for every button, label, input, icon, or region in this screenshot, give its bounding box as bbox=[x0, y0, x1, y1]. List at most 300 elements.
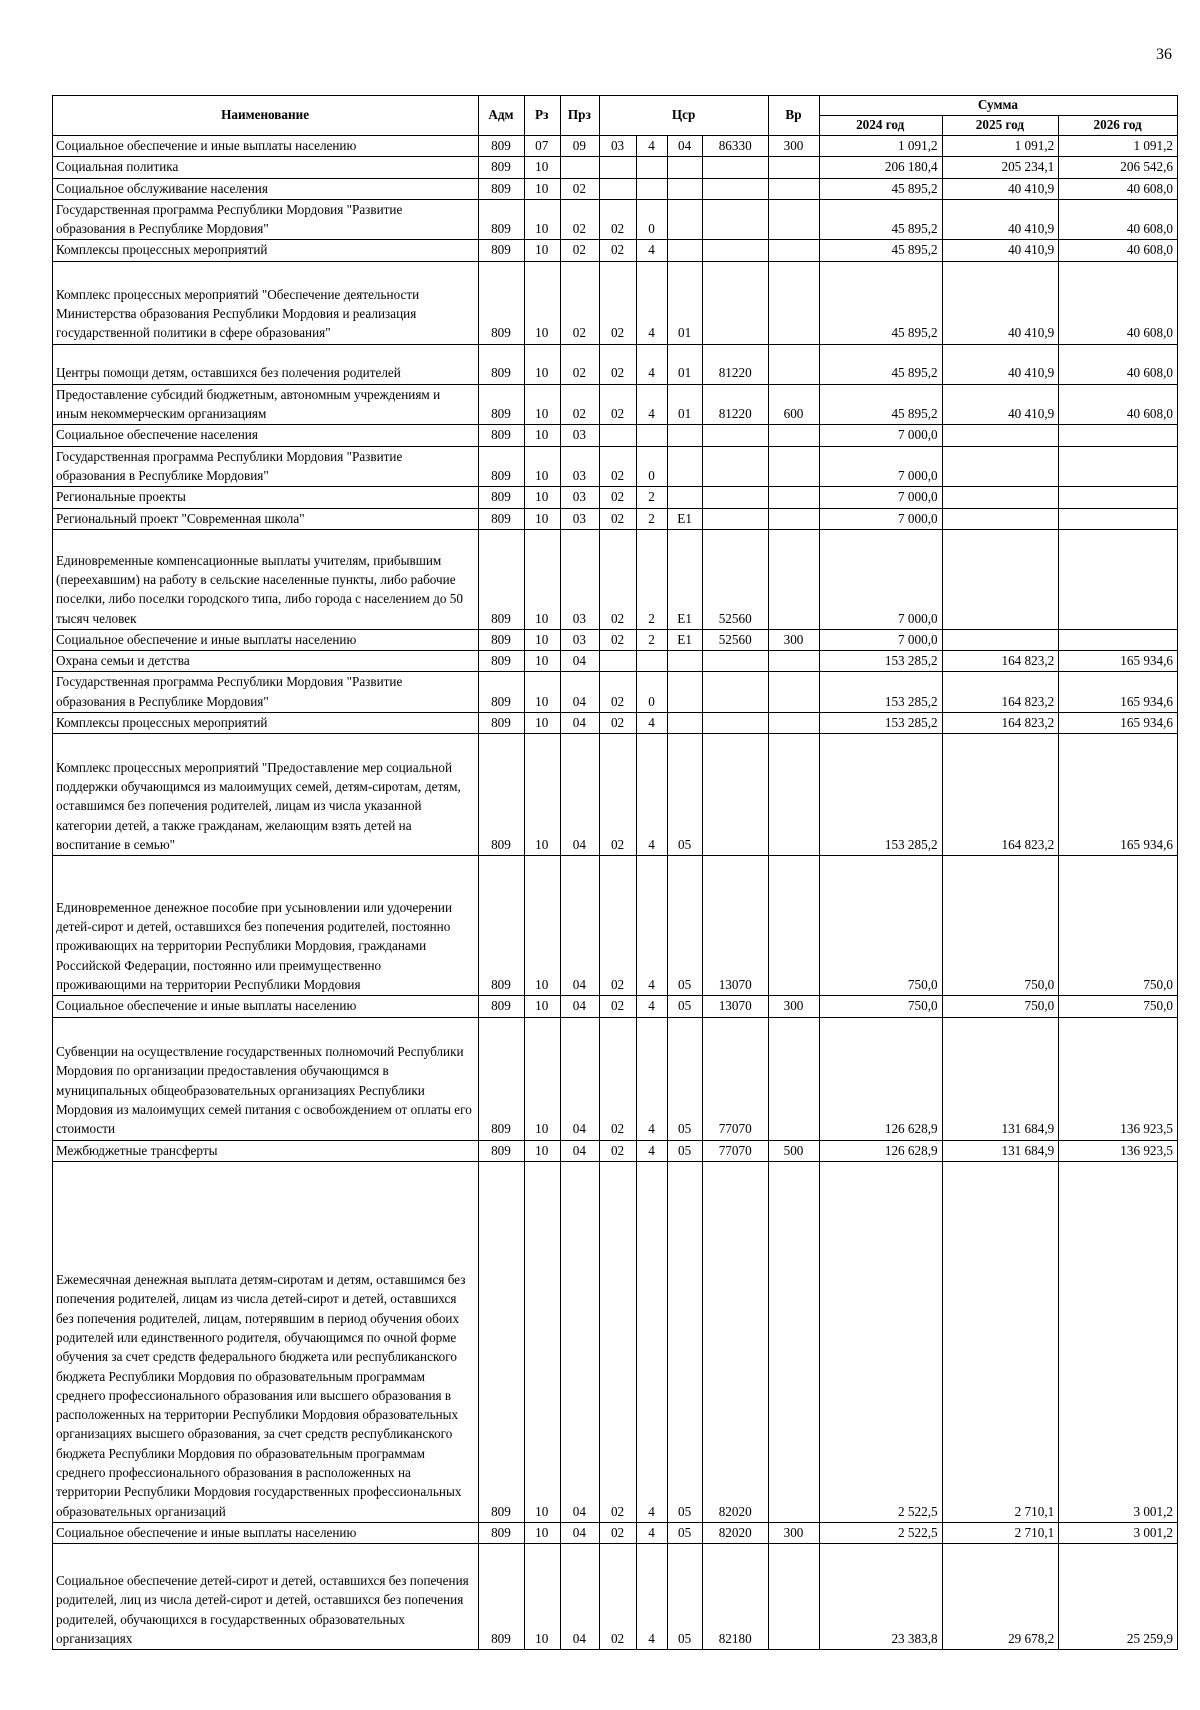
cell-name: Социальное обеспечение детей-сирот и детей, оставшихся без попечения родителей, лиц из числа детей-сирот и детей, оставшихся без попечения родителей, обучающихся в государственных образовательных организациях bbox=[53, 1544, 479, 1650]
cell-name: Социальное обслуживание населения bbox=[53, 178, 479, 199]
cell-prz: 03 bbox=[560, 529, 599, 629]
cell-rz: 10 bbox=[524, 629, 560, 650]
cell-csr-program: 02 bbox=[599, 199, 636, 240]
cell-csr-type: 2 bbox=[637, 529, 668, 629]
cell-name: Комплексы процессных мероприятий bbox=[53, 240, 479, 261]
cell-rz: 10 bbox=[524, 157, 560, 178]
cell-sum-2024: 45 895,2 bbox=[819, 240, 942, 261]
cell-sum-2024: 45 895,2 bbox=[819, 261, 942, 344]
cell-csr-type: 4 bbox=[637, 136, 668, 157]
cell-csr-program: 02 bbox=[599, 240, 636, 261]
cell-csr-program: 02 bbox=[599, 384, 636, 425]
cell-adm: 809 bbox=[479, 1140, 524, 1161]
cell-sum-2025: 164 823,2 bbox=[942, 672, 1059, 713]
cell-csr-type: 4 bbox=[637, 384, 668, 425]
cell-prz: 04 bbox=[560, 1140, 599, 1161]
cell-rz: 07 bbox=[524, 136, 560, 157]
table-row bbox=[53, 240, 1178, 261]
header-vr: Вр bbox=[769, 96, 820, 136]
cell-csr-direction: 82180 bbox=[703, 1544, 769, 1650]
cell-vr bbox=[769, 856, 820, 996]
cell-csr-group bbox=[668, 157, 703, 178]
cell-sum-2025: 40 410,9 bbox=[942, 199, 1059, 240]
header-csr: Цср bbox=[599, 96, 768, 136]
table-row bbox=[53, 446, 1178, 487]
cell-csr-group: 05 bbox=[668, 856, 703, 996]
cell-adm: 809 bbox=[479, 996, 524, 1017]
cell-rz: 10 bbox=[524, 1017, 560, 1140]
cell-name: Единовременные компенсационные выплаты учителям, прибывшим (переехавшим) на работу в сельские населенные пункты, либо рабочие поселки, либо поселки городского типа, либо города с населением до 50 тысяч человек bbox=[53, 529, 479, 629]
table-row bbox=[53, 1544, 1178, 1650]
cell-sum-2026: 1 091,2 bbox=[1059, 136, 1178, 157]
cell-sum-2024: 45 895,2 bbox=[819, 384, 942, 425]
cell-csr-program: 02 bbox=[599, 734, 636, 856]
cell-vr bbox=[769, 1017, 820, 1140]
cell-csr-group: 05 bbox=[668, 996, 703, 1017]
cell-sum-2025: 2 710,1 bbox=[942, 1161, 1059, 1522]
cell-prz bbox=[560, 157, 599, 178]
cell-adm: 809 bbox=[479, 487, 524, 508]
cell-rz: 10 bbox=[524, 1522, 560, 1543]
cell-csr-group: 05 bbox=[668, 1017, 703, 1140]
cell-csr-program bbox=[599, 157, 636, 178]
cell-sum-2025: 40 410,9 bbox=[942, 178, 1059, 199]
cell-csr-direction: 52560 bbox=[703, 529, 769, 629]
cell-prz: 03 bbox=[560, 487, 599, 508]
table-row bbox=[53, 856, 1178, 996]
cell-sum-2026: 750,0 bbox=[1059, 996, 1178, 1017]
cell-csr-direction bbox=[703, 508, 769, 529]
cell-prz: 03 bbox=[560, 508, 599, 529]
cell-adm: 809 bbox=[479, 672, 524, 713]
cell-name: Социальное обеспечение и иные выплаты населению bbox=[53, 996, 479, 1017]
cell-name: Комплекс процессных мероприятий "Обеспечение деятельности Министерства образования Республики Мордовия и реализация государственной политики в сфере образования" bbox=[53, 261, 479, 344]
cell-vr bbox=[769, 425, 820, 446]
cell-sum-2025: 164 823,2 bbox=[942, 734, 1059, 856]
cell-csr-program: 02 bbox=[599, 713, 636, 734]
cell-prz: 04 bbox=[560, 713, 599, 734]
cell-sum-2026 bbox=[1059, 425, 1178, 446]
table-body bbox=[53, 136, 1178, 1650]
cell-sum-2025: 164 823,2 bbox=[942, 713, 1059, 734]
table-row bbox=[53, 713, 1178, 734]
cell-sum-2026: 750,0 bbox=[1059, 856, 1178, 996]
table-row bbox=[53, 178, 1178, 199]
cell-rz: 10 bbox=[524, 199, 560, 240]
cell-sum-2026: 3 001,2 bbox=[1059, 1522, 1178, 1543]
cell-adm: 809 bbox=[479, 529, 524, 629]
cell-adm: 809 bbox=[479, 178, 524, 199]
cell-vr bbox=[769, 529, 820, 629]
cell-csr-program: 02 bbox=[599, 1140, 636, 1161]
cell-sum-2026: 206 542,6 bbox=[1059, 157, 1178, 178]
cell-name: Единовременное денежное пособие при усыновлении или удочерении детей-сирот и детей, оставшихся без попечения родителей, постоянно проживающих на территории Республики Мордовия, гражданами Российской Федерации, постоянно или преимущественно проживающими на территории Республики Мордовия bbox=[53, 856, 479, 996]
table-row bbox=[53, 734, 1178, 856]
cell-csr-program bbox=[599, 178, 636, 199]
cell-csr-program: 02 bbox=[599, 344, 636, 384]
page-number: 36 bbox=[1156, 46, 1172, 63]
cell-vr bbox=[769, 344, 820, 384]
cell-vr bbox=[769, 199, 820, 240]
cell-csr-direction bbox=[703, 487, 769, 508]
cell-csr-direction bbox=[703, 157, 769, 178]
cell-prz: 02 bbox=[560, 240, 599, 261]
cell-sum-2025: 131 684,9 bbox=[942, 1140, 1059, 1161]
cell-vr: 300 bbox=[769, 136, 820, 157]
cell-csr-program: 02 bbox=[599, 996, 636, 1017]
cell-csr-program: 02 bbox=[599, 1544, 636, 1650]
cell-sum-2024: 7 000,0 bbox=[819, 529, 942, 629]
cell-csr-group: 05 bbox=[668, 1544, 703, 1650]
cell-prz: 02 bbox=[560, 199, 599, 240]
cell-sum-2025: 40 410,9 bbox=[942, 384, 1059, 425]
cell-adm: 809 bbox=[479, 629, 524, 650]
cell-rz: 10 bbox=[524, 384, 560, 425]
header-prz: Прз bbox=[560, 96, 599, 136]
cell-vr: 300 bbox=[769, 629, 820, 650]
cell-prz: 02 bbox=[560, 261, 599, 344]
cell-adm: 809 bbox=[479, 856, 524, 996]
cell-csr-direction: 81220 bbox=[703, 344, 769, 384]
cell-sum-2024: 7 000,0 bbox=[819, 508, 942, 529]
cell-sum-2025: 40 410,9 bbox=[942, 261, 1059, 344]
cell-sum-2026: 165 934,6 bbox=[1059, 651, 1178, 672]
cell-csr-group: E1 bbox=[668, 529, 703, 629]
cell-csr-program bbox=[599, 425, 636, 446]
cell-csr-direction: 81220 bbox=[703, 384, 769, 425]
table-row bbox=[53, 1017, 1178, 1140]
header-adm: Адм bbox=[479, 96, 524, 136]
cell-csr-direction: 86330 bbox=[703, 136, 769, 157]
cell-sum-2026: 40 608,0 bbox=[1059, 199, 1178, 240]
cell-sum-2025 bbox=[942, 446, 1059, 487]
cell-rz: 10 bbox=[524, 508, 560, 529]
cell-sum-2026: 40 608,0 bbox=[1059, 261, 1178, 344]
cell-sum-2025: 40 410,9 bbox=[942, 344, 1059, 384]
cell-name: Комплекс процессных мероприятий "Предоставление мер социальной поддержки обучающимся из малоимущих семей, детям-сиротам, детям, оставшимся без попечения родителей, лицам из числа указанной категории детей, а также гражданам, желающим взять детей на воспитание в семью" bbox=[53, 734, 479, 856]
cell-rz: 10 bbox=[524, 344, 560, 384]
cell-csr-direction: 77070 bbox=[703, 1140, 769, 1161]
cell-adm: 809 bbox=[479, 651, 524, 672]
cell-prz: 04 bbox=[560, 856, 599, 996]
cell-prz: 04 bbox=[560, 734, 599, 856]
cell-sum-2024: 7 000,0 bbox=[819, 629, 942, 650]
header-rz: Рз bbox=[524, 96, 560, 136]
cell-csr-type: 0 bbox=[637, 199, 668, 240]
cell-csr-direction: 13070 bbox=[703, 856, 769, 996]
cell-csr-type: 4 bbox=[637, 1522, 668, 1543]
cell-vr bbox=[769, 651, 820, 672]
table-row bbox=[53, 1140, 1178, 1161]
cell-sum-2024: 750,0 bbox=[819, 996, 942, 1017]
cell-prz: 03 bbox=[560, 446, 599, 487]
cell-sum-2025 bbox=[942, 487, 1059, 508]
table-row bbox=[53, 529, 1178, 629]
cell-csr-group: E1 bbox=[668, 629, 703, 650]
cell-sum-2025: 40 410,9 bbox=[942, 240, 1059, 261]
header-sum: Сумма bbox=[819, 96, 1177, 116]
cell-csr-type: 4 bbox=[637, 1544, 668, 1650]
cell-sum-2025: 1 091,2 bbox=[942, 136, 1059, 157]
table-row bbox=[53, 425, 1178, 446]
cell-sum-2026: 40 608,0 bbox=[1059, 344, 1178, 384]
cell-name: Предоставление субсидий бюджетным, автономным учреждениям и иным некоммерческим организациям bbox=[53, 384, 479, 425]
cell-prz: 04 bbox=[560, 1017, 599, 1140]
cell-csr-type: 4 bbox=[637, 996, 668, 1017]
cell-csr-program: 02 bbox=[599, 261, 636, 344]
cell-csr-type bbox=[637, 157, 668, 178]
cell-sum-2026: 40 608,0 bbox=[1059, 178, 1178, 199]
cell-rz: 10 bbox=[524, 996, 560, 1017]
cell-csr-group bbox=[668, 178, 703, 199]
cell-csr-group bbox=[668, 446, 703, 487]
cell-csr-type: 2 bbox=[637, 508, 668, 529]
cell-sum-2026: 25 259,9 bbox=[1059, 1544, 1178, 1650]
cell-sum-2024: 153 285,2 bbox=[819, 672, 942, 713]
cell-csr-type bbox=[637, 425, 668, 446]
cell-csr-program: 03 bbox=[599, 136, 636, 157]
cell-rz: 10 bbox=[524, 672, 560, 713]
cell-prz: 03 bbox=[560, 425, 599, 446]
cell-sum-2024: 1 091,2 bbox=[819, 136, 942, 157]
header-year-2024: 2024 год bbox=[819, 116, 942, 136]
cell-csr-direction bbox=[703, 713, 769, 734]
cell-vr bbox=[769, 446, 820, 487]
cell-csr-program: 02 bbox=[599, 508, 636, 529]
cell-csr-group: 05 bbox=[668, 1140, 703, 1161]
cell-csr-group bbox=[668, 713, 703, 734]
cell-sum-2025 bbox=[942, 508, 1059, 529]
table-row bbox=[53, 261, 1178, 344]
table-row bbox=[53, 672, 1178, 713]
cell-csr-type: 0 bbox=[637, 672, 668, 713]
cell-sum-2025: 29 678,2 bbox=[942, 1544, 1059, 1650]
table-row bbox=[53, 384, 1178, 425]
cell-name: Социальное обеспечение и иные выплаты населению bbox=[53, 1522, 479, 1543]
cell-csr-program bbox=[599, 651, 636, 672]
cell-prz: 04 bbox=[560, 672, 599, 713]
cell-sum-2025: 205 234,1 bbox=[942, 157, 1059, 178]
cell-csr-direction bbox=[703, 199, 769, 240]
cell-vr bbox=[769, 157, 820, 178]
budget-table bbox=[52, 95, 1178, 1650]
cell-vr bbox=[769, 261, 820, 344]
cell-rz: 10 bbox=[524, 178, 560, 199]
cell-sum-2025: 2 710,1 bbox=[942, 1522, 1059, 1543]
cell-sum-2025: 131 684,9 bbox=[942, 1017, 1059, 1140]
cell-sum-2026 bbox=[1059, 487, 1178, 508]
cell-name: Социальное обеспечение населения bbox=[53, 425, 479, 446]
cell-vr: 600 bbox=[769, 384, 820, 425]
cell-rz: 10 bbox=[524, 1140, 560, 1161]
cell-csr-group bbox=[668, 487, 703, 508]
table-row bbox=[53, 1161, 1178, 1522]
cell-csr-group: 05 bbox=[668, 1522, 703, 1543]
cell-rz: 10 bbox=[524, 651, 560, 672]
cell-csr-group: 05 bbox=[668, 734, 703, 856]
table-row bbox=[53, 508, 1178, 529]
cell-vr: 300 bbox=[769, 996, 820, 1017]
cell-rz: 10 bbox=[524, 487, 560, 508]
cell-csr-direction bbox=[703, 734, 769, 856]
cell-rz: 10 bbox=[524, 713, 560, 734]
cell-name: Региональный проект "Современная школа" bbox=[53, 508, 479, 529]
cell-name: Центры помощи детям, оставшихся без полечения родителей bbox=[53, 344, 479, 384]
cell-sum-2025: 164 823,2 bbox=[942, 651, 1059, 672]
cell-csr-program: 02 bbox=[599, 856, 636, 996]
cell-adm: 809 bbox=[479, 240, 524, 261]
cell-csr-direction: 52560 bbox=[703, 629, 769, 650]
cell-csr-type: 2 bbox=[637, 487, 668, 508]
cell-prz: 04 bbox=[560, 1161, 599, 1522]
cell-rz: 10 bbox=[524, 734, 560, 856]
cell-csr-program: 02 bbox=[599, 1522, 636, 1543]
cell-sum-2024: 153 285,2 bbox=[819, 651, 942, 672]
cell-sum-2024: 2 522,5 bbox=[819, 1161, 942, 1522]
cell-sum-2024: 45 895,2 bbox=[819, 178, 942, 199]
cell-csr-type bbox=[637, 651, 668, 672]
cell-csr-group: 01 bbox=[668, 344, 703, 384]
header-name: Наименование bbox=[53, 96, 479, 136]
cell-prz: 02 bbox=[560, 344, 599, 384]
cell-rz: 10 bbox=[524, 261, 560, 344]
cell-csr-group: 05 bbox=[668, 1161, 703, 1522]
cell-prz: 04 bbox=[560, 1544, 599, 1650]
cell-prz: 04 bbox=[560, 996, 599, 1017]
cell-csr-program: 02 bbox=[599, 1161, 636, 1522]
cell-adm: 809 bbox=[479, 136, 524, 157]
cell-csr-direction: 77070 bbox=[703, 1017, 769, 1140]
cell-sum-2024: 7 000,0 bbox=[819, 425, 942, 446]
cell-csr-direction bbox=[703, 178, 769, 199]
cell-name: Государственная программа Республики Мордовия "Развитие образования в Республике Мордовия" bbox=[53, 199, 479, 240]
cell-name: Социальное обеспечение и иные выплаты населению bbox=[53, 629, 479, 650]
cell-csr-group bbox=[668, 199, 703, 240]
table-row bbox=[53, 344, 1178, 384]
cell-name: Комплексы процессных мероприятий bbox=[53, 713, 479, 734]
cell-csr-program: 02 bbox=[599, 629, 636, 650]
table-row bbox=[53, 157, 1178, 178]
cell-csr-type: 4 bbox=[637, 1017, 668, 1140]
cell-csr-type: 4 bbox=[637, 344, 668, 384]
cell-csr-program: 02 bbox=[599, 1017, 636, 1140]
cell-vr bbox=[769, 240, 820, 261]
cell-vr bbox=[769, 178, 820, 199]
cell-sum-2024: 750,0 bbox=[819, 856, 942, 996]
cell-sum-2025 bbox=[942, 425, 1059, 446]
cell-csr-type: 4 bbox=[637, 1140, 668, 1161]
cell-adm: 809 bbox=[479, 384, 524, 425]
cell-sum-2024: 153 285,2 bbox=[819, 734, 942, 856]
cell-sum-2024: 45 895,2 bbox=[819, 344, 942, 384]
cell-vr bbox=[769, 487, 820, 508]
cell-csr-type: 0 bbox=[637, 446, 668, 487]
cell-csr-program: 02 bbox=[599, 529, 636, 629]
cell-sum-2026: 40 608,0 bbox=[1059, 240, 1178, 261]
cell-csr-direction bbox=[703, 446, 769, 487]
cell-csr-group: 01 bbox=[668, 261, 703, 344]
table-row bbox=[53, 996, 1178, 1017]
cell-csr-program: 02 bbox=[599, 672, 636, 713]
cell-sum-2026: 165 934,6 bbox=[1059, 713, 1178, 734]
cell-name: Региональные проекты bbox=[53, 487, 479, 508]
cell-csr-direction: 82020 bbox=[703, 1522, 769, 1543]
cell-sum-2024: 126 628,9 bbox=[819, 1140, 942, 1161]
table-row bbox=[53, 136, 1178, 157]
cell-csr-group bbox=[668, 240, 703, 261]
cell-name: Государственная программа Республики Мордовия "Развитие образования в Республике Мордовия" bbox=[53, 672, 479, 713]
cell-prz: 04 bbox=[560, 1522, 599, 1543]
cell-sum-2025 bbox=[942, 529, 1059, 629]
cell-vr bbox=[769, 713, 820, 734]
cell-sum-2025: 750,0 bbox=[942, 856, 1059, 996]
cell-prz: 02 bbox=[560, 384, 599, 425]
cell-csr-group bbox=[668, 672, 703, 713]
cell-rz: 10 bbox=[524, 425, 560, 446]
cell-csr-group: 04 bbox=[668, 136, 703, 157]
cell-adm: 809 bbox=[479, 713, 524, 734]
cell-csr-type: 4 bbox=[637, 1161, 668, 1522]
cell-csr-group bbox=[668, 425, 703, 446]
cell-name: Межбюджетные трансферты bbox=[53, 1140, 479, 1161]
cell-name: Охрана семьи и детства bbox=[53, 651, 479, 672]
cell-csr-type bbox=[637, 178, 668, 199]
cell-vr bbox=[769, 734, 820, 856]
cell-name: Социальная политика bbox=[53, 157, 479, 178]
cell-sum-2026: 136 923,5 bbox=[1059, 1140, 1178, 1161]
cell-sum-2026: 3 001,2 bbox=[1059, 1161, 1178, 1522]
cell-prz: 04 bbox=[560, 651, 599, 672]
cell-rz: 10 bbox=[524, 529, 560, 629]
cell-csr-program: 02 bbox=[599, 487, 636, 508]
cell-name: Государственная программа Республики Мордовия "Развитие образования в Республике Мордовия" bbox=[53, 446, 479, 487]
cell-prz: 02 bbox=[560, 178, 599, 199]
cell-vr bbox=[769, 1161, 820, 1522]
cell-adm: 809 bbox=[479, 446, 524, 487]
table-row bbox=[53, 1522, 1178, 1543]
cell-sum-2024: 7 000,0 bbox=[819, 446, 942, 487]
cell-csr-group: 01 bbox=[668, 384, 703, 425]
cell-csr-program: 02 bbox=[599, 446, 636, 487]
cell-adm: 809 bbox=[479, 1017, 524, 1140]
cell-sum-2026: 40 608,0 bbox=[1059, 384, 1178, 425]
cell-prz: 09 bbox=[560, 136, 599, 157]
cell-sum-2024: 7 000,0 bbox=[819, 487, 942, 508]
cell-sum-2026 bbox=[1059, 446, 1178, 487]
cell-name: Ежемесячная денежная выплата детям-сиротам и детям, оставшимся без попечения родителей, лицам из числа детей-сирот и детей, оставшихся без попечения родителей, лицам, потерявшим в период обучения обоих родителей или единственного родителя, обучающимся по очной форме обучения за счет средств федерального бюджета или республиканского бюджета Республики Мордовия по образовательным программам среднего профессионального образования или высшего образования в расположенных на территории Республики Мордовия образовательных организациях высшего образования, за счет средств республиканского бюджета Республики Мордовия по образовательным программам среднего профессионального образования в расположенных на территории Республики Мордовия государственных профессиональных образовательных организаций bbox=[53, 1161, 479, 1522]
header-year-2025: 2025 год bbox=[942, 116, 1059, 136]
cell-csr-group bbox=[668, 651, 703, 672]
cell-sum-2026: 165 934,6 bbox=[1059, 734, 1178, 856]
cell-vr bbox=[769, 1544, 820, 1650]
table-row bbox=[53, 629, 1178, 650]
cell-csr-direction: 13070 bbox=[703, 996, 769, 1017]
cell-sum-2026: 136 923,5 bbox=[1059, 1017, 1178, 1140]
cell-sum-2026 bbox=[1059, 629, 1178, 650]
cell-adm: 809 bbox=[479, 508, 524, 529]
cell-csr-direction bbox=[703, 425, 769, 446]
cell-sum-2026: 165 934,6 bbox=[1059, 672, 1178, 713]
cell-adm: 809 bbox=[479, 157, 524, 178]
cell-name: Социальное обеспечение и иные выплаты населению bbox=[53, 136, 479, 157]
cell-sum-2026 bbox=[1059, 508, 1178, 529]
cell-vr: 500 bbox=[769, 1140, 820, 1161]
cell-prz: 03 bbox=[560, 629, 599, 650]
cell-sum-2024: 126 628,9 bbox=[819, 1017, 942, 1140]
cell-sum-2024: 206 180,4 bbox=[819, 157, 942, 178]
cell-rz: 10 bbox=[524, 446, 560, 487]
table-row bbox=[53, 199, 1178, 240]
